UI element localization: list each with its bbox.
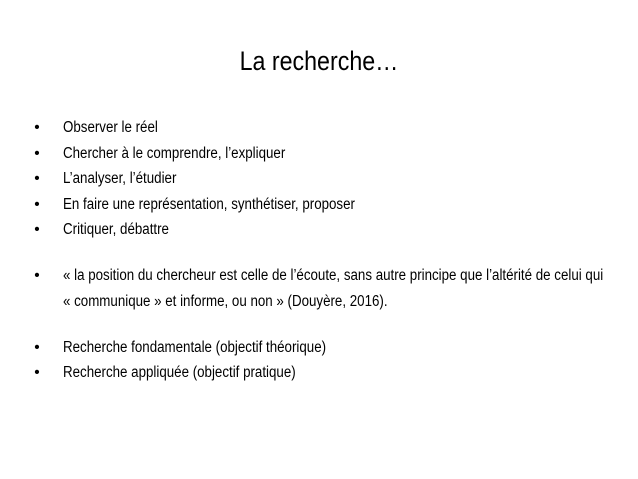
bullet-item bbox=[30, 141, 620, 167]
bullet-list bbox=[30, 115, 620, 386]
bullet-item bbox=[30, 335, 620, 361]
bullet-text: L’analyser, l’étudier bbox=[63, 170, 177, 187]
bullet-glyph: • bbox=[34, 266, 40, 284]
bullet-text: En faire une représentation, synthétiser, proposer bbox=[63, 195, 355, 213]
bullet-glyph: • bbox=[34, 195, 40, 213]
quote-text: « la position du chercheur est celle de l’écoute, sans autre principe que l’altérité de celui qui « communique » et informe, ou non » (Douyère, 2016). bbox=[63, 266, 604, 310]
bullet-group-research-types bbox=[30, 335, 620, 386]
bullet-text: Chercher à le comprendre, l’expliquer bbox=[63, 144, 286, 162]
bullet-glyph: • bbox=[34, 221, 40, 238]
slide-title: La recherche… bbox=[239, 46, 399, 76]
bullet-item bbox=[30, 166, 620, 192]
bullet-group-quote bbox=[30, 263, 620, 315]
bullet-glyph: • bbox=[34, 119, 40, 136]
bullet-item bbox=[30, 115, 620, 141]
bullet-glyph: • bbox=[34, 170, 40, 187]
bullet-text: Observer le réel bbox=[63, 119, 158, 136]
bullet-group-actions bbox=[30, 115, 620, 243]
bullet-text: Critiquer, débattre bbox=[63, 221, 169, 238]
bullet-item bbox=[30, 360, 620, 386]
bullet-glyph: • bbox=[34, 338, 40, 356]
bullet-glyph: • bbox=[34, 144, 40, 162]
bullet-item bbox=[30, 263, 620, 315]
bullet-text: Recherche appliquée (objectif pratique) bbox=[63, 364, 296, 381]
bullet-item bbox=[30, 192, 620, 218]
bullet-item bbox=[30, 217, 620, 243]
bullet-glyph: • bbox=[34, 364, 40, 381]
bullet-text: Recherche fondamentale (objectif théorique) bbox=[63, 338, 327, 356]
